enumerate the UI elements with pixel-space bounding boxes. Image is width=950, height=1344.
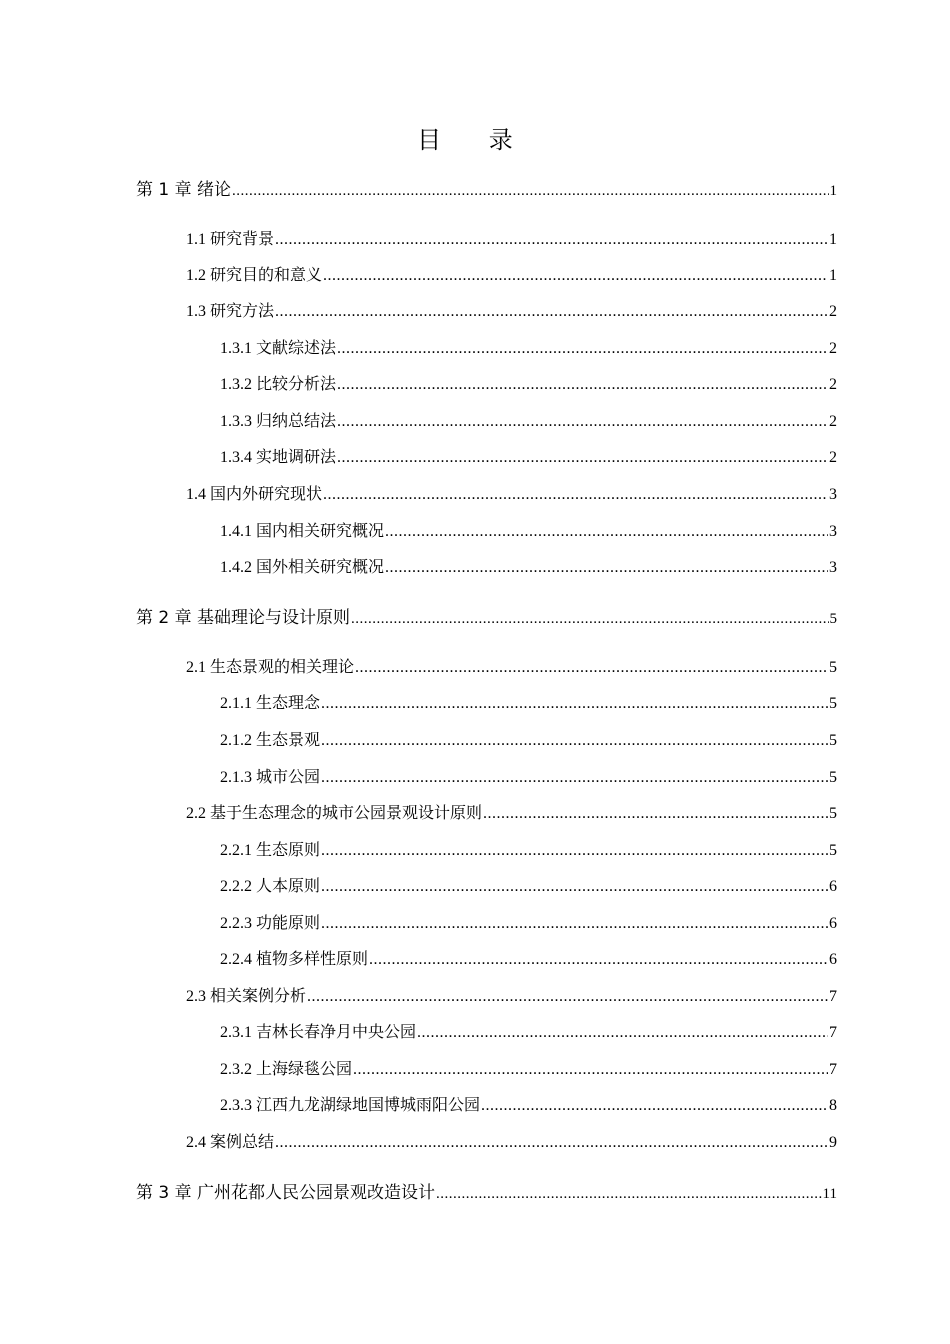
toc-entry-label: 2.1.1 生态理念 [220, 695, 321, 712]
toc-entry-subsection[interactable] [220, 876, 837, 898]
toc-entry-subsection[interactable] [220, 521, 837, 543]
toc-entry-page: 5 [829, 659, 837, 676]
toc-entry-label: 1.3.3 归纳总结法 [220, 413, 337, 430]
toc-leader-dots [337, 338, 828, 360]
toc-entry-label: 2.2 基于生态理念的城市公园景观设计原则 [186, 805, 483, 822]
toc-entry-page: 7 [829, 1061, 837, 1078]
toc-entry-subsection[interactable] [220, 374, 837, 396]
toc-entry-section[interactable] [186, 229, 837, 251]
toc-entry-section[interactable] [186, 265, 837, 287]
toc-entry-page: 1 [829, 183, 837, 199]
toc-entry-subsection[interactable] [220, 1022, 837, 1044]
toc-entry-label: 1.3.1 文献综述法 [220, 340, 337, 357]
toc-leader-dots [323, 484, 828, 506]
toc-leader-dots [321, 767, 828, 789]
toc-leader-dots [321, 913, 828, 935]
toc-entry-subsection[interactable] [220, 557, 837, 579]
toc-leader-dots [321, 693, 828, 715]
toc-leader-dots [436, 1182, 822, 1206]
toc-entry-subsection[interactable] [220, 949, 837, 971]
toc-entry-page: 5 [829, 732, 837, 749]
toc-leader-dots [337, 374, 828, 396]
toc-entry-page: 5 [829, 805, 837, 822]
toc-entry-page: 1 [829, 267, 837, 284]
toc-entry-label: 1.2 研究目的和意义 [186, 267, 323, 284]
toc-entry-label: 1.4 国内外研究现状 [186, 486, 323, 503]
toc-title: 目 录 [417, 126, 533, 154]
toc-entry-page: 2 [829, 449, 837, 466]
toc-entry-subsection[interactable] [220, 767, 837, 789]
toc-entry-label: 2.2.4 植物多样性原则 [220, 951, 369, 968]
toc-entry-label: 2.1.3 城市公园 [220, 769, 321, 786]
toc-entry-page: 6 [829, 951, 837, 968]
toc-leader-dots [232, 179, 828, 203]
toc-entry-page: 2 [829, 413, 837, 430]
toc-entry-page: 2 [829, 340, 837, 357]
toc-entry-subsection[interactable] [220, 840, 837, 862]
toc-entry-chapter-1[interactable] [136, 178, 837, 203]
toc-entry-label: 2.2.1 生态原则 [220, 842, 321, 859]
toc-leader-dots [369, 949, 828, 971]
toc-entry-page: 6 [829, 915, 837, 932]
toc-leader-dots [355, 657, 828, 679]
toc-entry-label: 2.4 案例总结 [186, 1134, 275, 1151]
toc-entry-page: 2 [829, 376, 837, 393]
toc-entry-label: 第 1 章 绪论 [136, 180, 232, 200]
toc-leader-dots [417, 1022, 828, 1044]
toc-entry-label: 2.3.3 江西九龙湖绿地国博城雨阳公园 [220, 1097, 481, 1114]
toc-entry-page: 3 [829, 559, 837, 576]
toc-leader-dots [321, 840, 828, 862]
toc-entry-section[interactable] [186, 803, 837, 825]
toc-entry-page: 5 [829, 842, 837, 859]
toc-entry-page: 7 [829, 1024, 837, 1041]
toc-entry-page: 1 [829, 231, 837, 248]
toc-leader-dots [385, 521, 828, 543]
toc-entry-subsection[interactable] [220, 1095, 837, 1117]
toc-entry-subsection[interactable] [220, 730, 837, 752]
toc-leader-dots [353, 1059, 828, 1081]
toc-entry-subsection[interactable] [220, 693, 837, 715]
toc-leader-dots [337, 447, 828, 469]
toc-leader-dots [321, 876, 828, 898]
toc-entry-label: 第 3 章 广州花都人民公园景观改造设计 [136, 1183, 436, 1203]
toc-entry-label: 1.1 研究背景 [186, 231, 275, 248]
toc-entry-page: 5 [829, 769, 837, 786]
toc-entry-page: 11 [822, 1186, 837, 1202]
toc-entry-label: 2.3 相关案例分析 [186, 988, 307, 1005]
toc-leader-dots [385, 557, 828, 579]
toc-entry-subsection[interactable] [220, 1059, 837, 1081]
toc-entry-chapter-2[interactable] [136, 606, 837, 631]
toc-entry-label: 2.2.2 人本原则 [220, 878, 321, 895]
toc-entry-page: 2 [829, 303, 837, 320]
toc-entry-label: 2.3.1 吉林长春净月中央公园 [220, 1024, 417, 1041]
toc-entry-label: 第 2 章 基础理论与设计原则 [136, 608, 351, 628]
toc-entry-subsection[interactable] [220, 338, 837, 360]
toc-entry-section[interactable] [186, 1132, 837, 1154]
toc-leader-dots [481, 1095, 828, 1117]
toc-entry-page: 9 [829, 1134, 837, 1151]
toc-entry-label: 1.3.2 比较分析法 [220, 376, 337, 393]
toc-entry-page: 8 [829, 1097, 837, 1114]
toc-entry-label: 1.3 研究方法 [186, 303, 275, 320]
toc-entry-label: 1.4.1 国内相关研究概况 [220, 523, 385, 540]
toc-leader-dots [321, 730, 828, 752]
toc-leader-dots [323, 265, 828, 287]
toc-entry-section[interactable] [186, 657, 837, 679]
toc-entry-page: 3 [829, 523, 837, 540]
toc-entry-page: 7 [829, 988, 837, 1005]
toc-entry-page: 6 [829, 878, 837, 895]
toc-entry-section[interactable] [186, 986, 837, 1008]
toc-entry-subsection[interactable] [220, 411, 837, 433]
toc-entry-section[interactable] [186, 301, 837, 323]
toc-entry-label: 2.1.2 生态景观 [220, 732, 321, 749]
toc-entry-label: 2.2.3 功能原则 [220, 915, 321, 932]
toc-entry-subsection[interactable] [220, 913, 837, 935]
toc-leader-dots [275, 301, 828, 323]
toc-entry-label: 2.3.2 上海绿毯公园 [220, 1061, 353, 1078]
toc-entry-page: 3 [829, 486, 837, 503]
toc-leader-dots [307, 986, 828, 1008]
toc-entry-label: 1.4.2 国外相关研究概况 [220, 559, 385, 576]
toc-leader-dots [337, 411, 828, 433]
toc-entry-page: 5 [829, 695, 837, 712]
toc-leader-dots [275, 1132, 828, 1154]
toc-leader-dots [351, 607, 828, 631]
toc-entry-page: 5 [829, 611, 837, 627]
toc-entry-chapter-3[interactable] [136, 1181, 837, 1206]
toc-leader-dots [483, 803, 828, 825]
toc-entry-label: 2.1 生态景观的相关理论 [186, 659, 355, 676]
toc-entry-section[interactable] [186, 484, 837, 506]
toc-entry-label: 1.3.4 实地调研法 [220, 449, 337, 466]
toc-entry-subsection[interactable] [220, 447, 837, 469]
toc-leader-dots [275, 229, 828, 251]
